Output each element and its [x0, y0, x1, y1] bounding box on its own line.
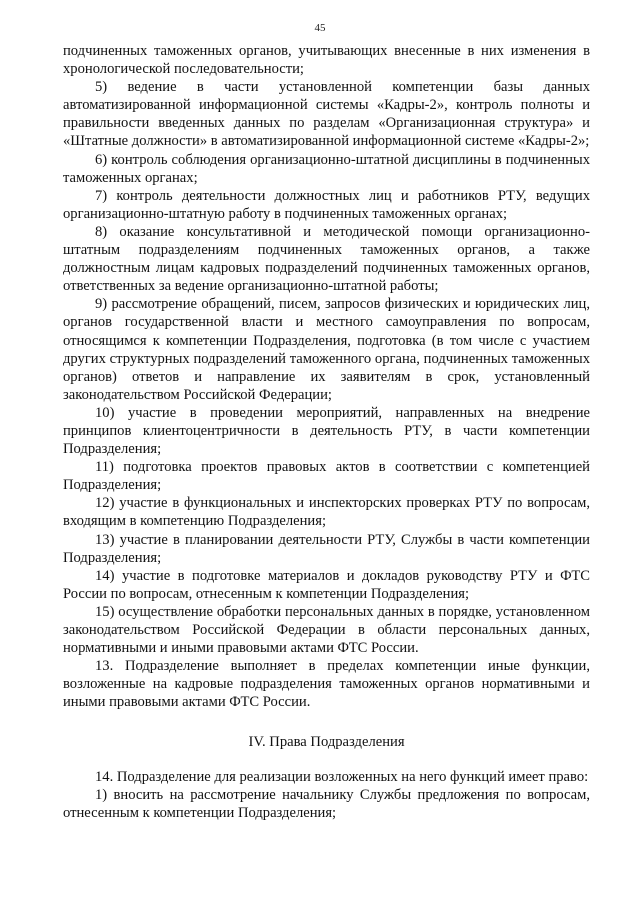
paragraph: 13. Подразделение выполняет в пределах компетенции иные функции, возложенные на кадровые подразделения таможенных органов нормативными и иными правовыми актами ФТС России.	[63, 658, 590, 711]
page-number: 45	[314, 22, 326, 34]
paragraph: 6) контроль соблюдения организационно-штатной дисциплины в подчиненных таможенных органах;	[63, 151, 590, 186]
paragraph: 13) участие в планировании деятельности РТУ, Службы в части компетенции Подразделения;	[63, 531, 590, 566]
paragraph: 14) участие в подготовке материалов и докладов руководству РТУ и ФТС России по вопросам, отнесенным к компетенции Подразделения;	[63, 567, 590, 602]
paragraph: 15) осуществление обработки персональных данных в порядке, установленном законодательством Российской Федерации в области персональных данных, нормативными и иными правовыми актами ФТС России.	[63, 603, 590, 657]
paragraph: 7) контроль деятельности должностных лиц и работников РТУ, ведущих организационно-штатную работу в подчиненных таможенных органах;	[63, 187, 590, 222]
paragraphs-before	[63, 42, 590, 711]
paragraph: 14. Подразделение для реализации возложенных на него функций имеет право:	[95, 768, 589, 785]
paragraph: 10) участие в проведении мероприятий, направленных на внедрение принципов клиентоцентричности в деятельность РТУ, в части компетенции Подразделения;	[63, 404, 590, 458]
paragraph: подчиненных таможенных органов, учитывающих внесенные в них изменения в хронологической последовательности;	[63, 43, 590, 78]
paragraph: 11) подготовка проектов правовых актов в соответствии с компетенцией Подразделения;	[63, 459, 590, 494]
section-heading: IV. Права Подразделения	[248, 734, 405, 751]
paragraph: 1) вносить на рассмотрение начальнику Службы предложения по вопросам, отнесенным к компетенции Подразделения;	[63, 786, 590, 821]
paragraphs-after	[63, 768, 590, 822]
document-body	[63, 42, 590, 822]
paragraph: 5) ведение в части установленной компетенции базы данных автоматизированной информационной системы «Кадры-2», контроль полноты и правильности введенных данных по разделам «Организационная структура» и «Штатные должности» в автоматизированной информационной системе «Кадры-2»;	[63, 79, 590, 150]
paragraph: 12) участие в функциональных и инспекторских проверках РТУ по вопросам, входящим в компетенцию Подразделения;	[63, 495, 590, 530]
paragraph: 9) рассмотрение обращений, писем, запросов физических и юридических лиц, органов государственной власти и местного самоуправления по вопросам, относящимся к компетенции Подразделения, подготовка (в том числе с участием других структурных подразделений таможенного органа, подчиненных таможенных органов) ответов и направление их заявителям в срок, установленный законодательством Российской Федерации;	[63, 296, 590, 403]
paragraph: 8) оказание консультативной и методической помощи организационно-штатным подразделениям подчиненных таможенных органов, а также должностным лицам кадровых подразделений подчиненных таможенных органов, ответственных за ведение организационно-штатной работы;	[63, 223, 590, 295]
